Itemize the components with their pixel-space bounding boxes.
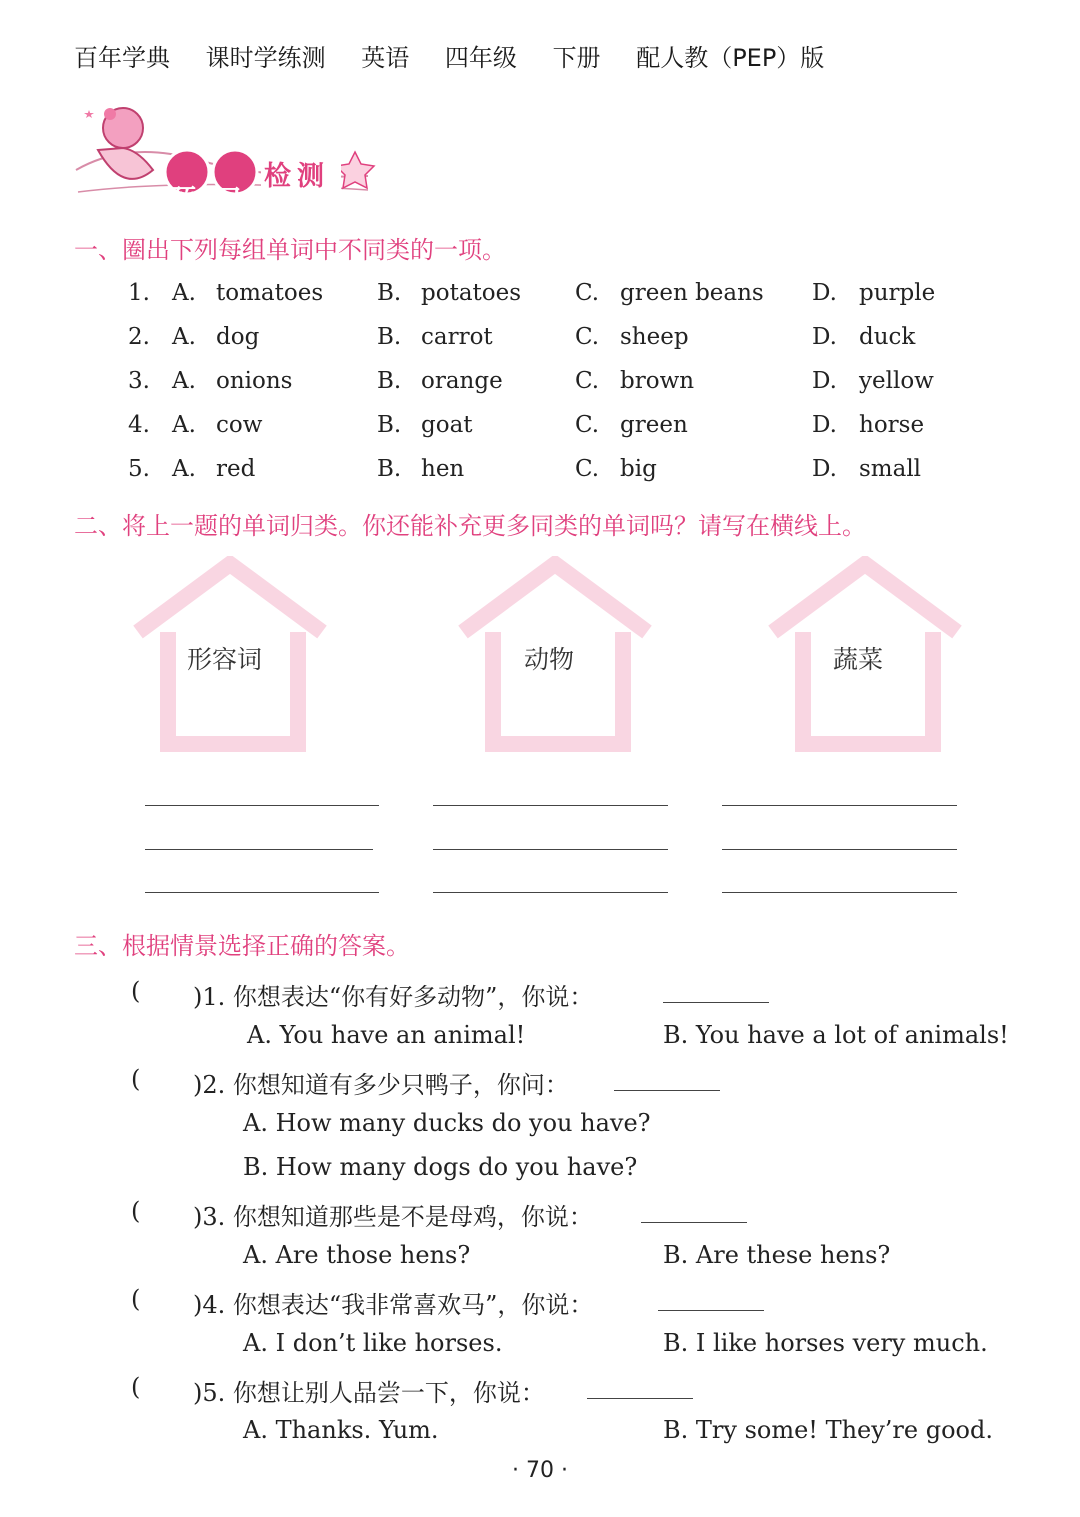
header-subject: 英语 — [361, 44, 410, 72]
header-subseries: 课时学练测 — [205, 44, 326, 72]
answer-blank[interactable] — [614, 1090, 720, 1091]
row-number: 2. — [128, 324, 150, 350]
question-prompt: )4. 你想表达“我非常喜欢马”，你说： — [193, 1291, 594, 1319]
answer-line[interactable] — [145, 805, 379, 806]
option-letter-a: A. — [172, 368, 196, 394]
choice-b[interactable]: B. I like horses very much. — [663, 1329, 988, 1357]
badge-title-text: 预习 — [169, 185, 259, 216]
option-c[interactable]: green beans — [620, 280, 764, 306]
answer-blank[interactable] — [587, 1398, 693, 1399]
answer-paren[interactable]: ( — [131, 1197, 141, 1225]
question-prompt: )1. 你想表达“你有好多动物”，你说： — [193, 983, 594, 1011]
option-letter-d: D. — [812, 412, 837, 438]
row-number: 3. — [128, 368, 150, 394]
option-letter-a: A. — [172, 324, 196, 350]
answer-line[interactable] — [145, 849, 373, 850]
choice-a[interactable]: A. You have an animal! — [247, 1021, 526, 1049]
option-d[interactable]: horse — [859, 412, 925, 438]
option-c[interactable]: big — [620, 456, 657, 482]
option-letter-d: D. — [812, 368, 837, 394]
header-grade: 四年级 — [444, 44, 517, 72]
answer-line[interactable] — [433, 892, 668, 893]
header-edition: 配人教（PEP）版 — [636, 44, 825, 72]
option-letter-c: C. — [575, 368, 600, 394]
header-series: 百年学典 — [74, 44, 170, 72]
option-letter-d: D. — [812, 456, 837, 482]
choice-a[interactable]: A. How many ducks do you have? — [243, 1109, 651, 1137]
answer-line[interactable] — [722, 849, 957, 850]
choice-a[interactable]: A. Thanks. Yum. — [243, 1416, 439, 1444]
option-letter-b: B. — [377, 280, 402, 306]
answer-line[interactable] — [145, 892, 379, 893]
answer-line[interactable] — [722, 805, 957, 806]
house-label-adjectives: 形容词 — [187, 645, 263, 674]
section1-title: 一、圈出下列每组单词中不同类的一项。 — [74, 236, 506, 264]
choice-b[interactable]: B. Are these hens? — [663, 1241, 891, 1269]
option-d[interactable]: purple — [859, 280, 936, 306]
header-volume: 下册 — [552, 44, 601, 72]
badge-subtitle: 检测 — [264, 161, 330, 192]
book-header — [74, 38, 852, 73]
option-letter-c: C. — [575, 324, 600, 350]
page-number: · 70 · — [512, 1458, 568, 1483]
option-letter-d: D. — [812, 280, 837, 306]
option-letter-a: A. — [172, 456, 196, 482]
house-label-vegetables: 蔬菜 — [833, 645, 884, 674]
answer-paren[interactable]: ( — [131, 1285, 141, 1313]
answer-blank[interactable] — [658, 1310, 764, 1311]
option-b[interactable]: hen — [421, 456, 465, 482]
option-a[interactable]: cow — [216, 412, 263, 438]
option-d[interactable]: small — [859, 456, 922, 482]
house-label-animals: 动物 — [524, 645, 575, 674]
option-letter-b: B. — [377, 412, 402, 438]
answer-line[interactable] — [433, 849, 668, 850]
option-a[interactable]: dog — [216, 324, 260, 350]
option-letter-b: B. — [377, 324, 402, 350]
option-c[interactable]: green — [620, 412, 688, 438]
choice-b[interactable]: B. How many dogs do you have? — [243, 1153, 638, 1181]
option-a[interactable]: onions — [216, 368, 293, 394]
option-d[interactable]: yellow — [859, 368, 934, 394]
row-number: 1. — [128, 280, 150, 306]
option-letter-c: C. — [575, 412, 600, 438]
answer-paren[interactable]: ( — [131, 1065, 141, 1093]
option-letter-d: D. — [812, 324, 837, 350]
option-letter-b: B. — [377, 368, 402, 394]
option-letter-a: A. — [172, 412, 196, 438]
section1-rows — [0, 280, 1080, 500]
option-c[interactable]: brown — [620, 368, 695, 394]
question-prompt: )3. 你想知道那些是不是母鸡，你说： — [193, 1203, 593, 1231]
question-prompt: )2. 你想知道有多少只鸭子，你问： — [193, 1071, 569, 1099]
row-number: 4. — [128, 412, 150, 438]
choice-b[interactable]: B. Try some! They’re good. — [663, 1416, 993, 1444]
row-number: 5. — [128, 456, 150, 482]
option-b[interactable]: goat — [421, 412, 473, 438]
option-letter-b: B. — [377, 456, 402, 482]
option-c[interactable]: sheep — [620, 324, 689, 350]
option-b[interactable]: carrot — [421, 324, 493, 350]
option-letter-c: C. — [575, 280, 600, 306]
answer-blank[interactable] — [641, 1222, 747, 1223]
answer-line[interactable] — [722, 892, 957, 893]
choice-b[interactable]: B. You have a lot of animals! — [663, 1021, 1009, 1049]
answer-blank[interactable] — [663, 1002, 769, 1003]
section2-title: 二、将上一题的单词归类。你还能补充更多同类的单词吗？请写在横线上。 — [74, 512, 866, 540]
option-b[interactable]: potatoes — [421, 280, 522, 306]
option-a[interactable]: tomatoes — [216, 280, 324, 306]
option-b[interactable]: orange — [421, 368, 503, 394]
answer-paren[interactable]: ( — [131, 977, 141, 1005]
choice-a[interactable]: A. Are those hens? — [243, 1241, 471, 1269]
answer-line[interactable] — [433, 805, 668, 806]
question-prompt: )5. 你想让别人品尝一下，你说： — [193, 1379, 545, 1407]
choice-a[interactable]: A. I don’t like horses. — [243, 1329, 503, 1357]
option-letter-a: A. — [172, 280, 196, 306]
section3-title: 三、根据情景选择正确的答案。 — [74, 932, 410, 960]
answer-paren[interactable]: ( — [131, 1373, 141, 1401]
sparkle-icon — [84, 110, 94, 118]
option-a[interactable]: red — [216, 456, 256, 482]
option-letter-c: C. — [575, 456, 600, 482]
option-d[interactable]: duck — [859, 324, 916, 350]
